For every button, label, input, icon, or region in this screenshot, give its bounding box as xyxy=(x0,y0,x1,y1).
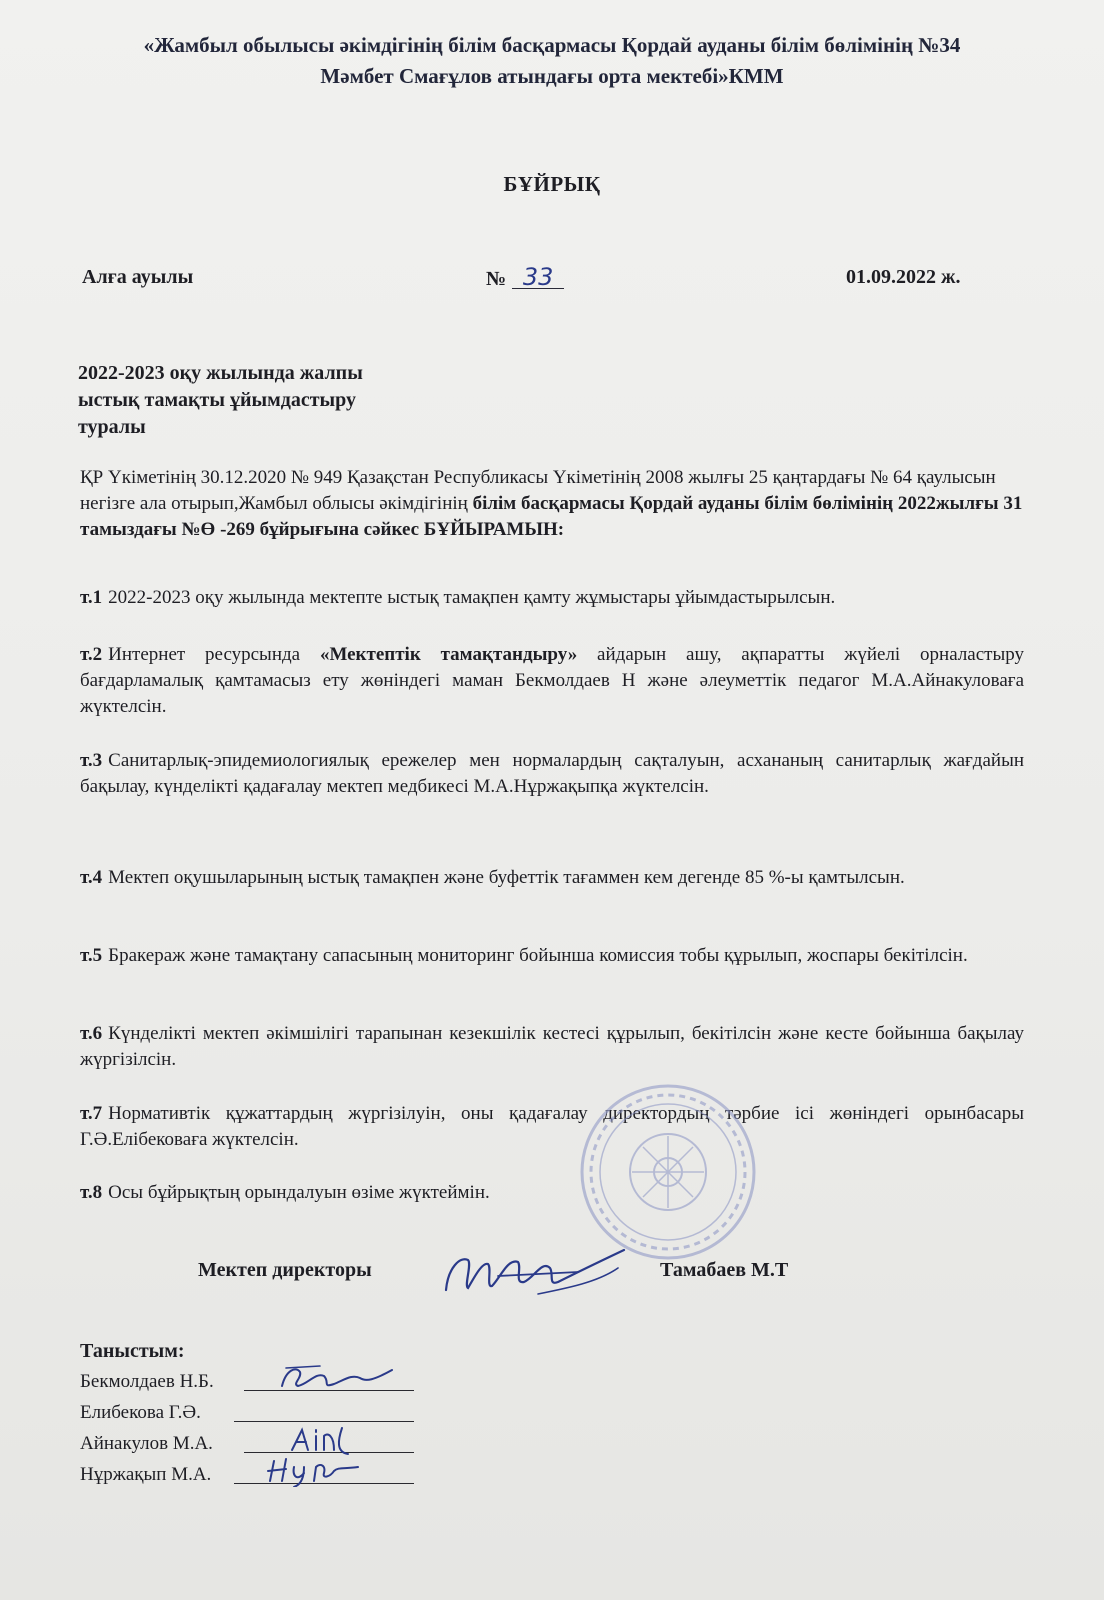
clause-text: Нормативтік құжаттардың жүргізілуін, оны қадағалау директордың тәрбие ісі жөніндегі орынбасары Г.Ә.Елібековаға жүктелсін. xyxy=(80,1103,1024,1150)
signature-line xyxy=(234,1421,414,1422)
clause-label: т.8 xyxy=(80,1182,103,1203)
acknowledgement-row xyxy=(80,1366,480,1397)
acknowledgement-name: Елибекова Г.Ә. xyxy=(80,1402,201,1423)
clause-2 xyxy=(80,642,1024,720)
clause-label: т.7 xyxy=(80,1103,103,1124)
clause-bold-text: «Мектептік тамақтандыру» xyxy=(319,644,578,665)
acknowledgement-list xyxy=(80,1366,480,1490)
order-date: 01.09.2022 ж. xyxy=(846,266,961,288)
clause-1 xyxy=(80,585,1024,611)
header-line-1: «Жамбыл обылысы әкімдігінің білім басқармасы Қордай ауданы білім бөлімінің №34 xyxy=(143,33,961,57)
clause-label: т.1 xyxy=(80,587,103,608)
director-signature xyxy=(438,1238,628,1308)
preamble-bold-text: білім басқармасы Қордай ауданы білім бөлімінің 2022жылғы 31 тамыздағы №Ө -269 бұйрығына сәйкес БҰЙЫРАМЫН: xyxy=(80,493,1023,540)
clause-3 xyxy=(80,748,1024,800)
clause-text: Күнделікті мектеп әкімшілігі тарапынан кезекшілік кестесі құрылып, бекітілсін және кесте бойынша бақылау жүргізілсін. xyxy=(80,1023,1024,1070)
subject-line-2: ыстық тамақты ұйымдастыру xyxy=(78,389,357,411)
handwritten-signature xyxy=(286,1424,356,1456)
clause-text: Мектеп оқушыларының ыстық тамақпен және буфеттік тағаммен кем дегенде 85 %-ы қамтылсын. xyxy=(108,867,905,888)
clause-6 xyxy=(80,1021,1024,1073)
acknowledgement-name: Нұржақып М.А. xyxy=(80,1464,212,1485)
place-name: Алға ауылы xyxy=(82,266,194,288)
number-label: № xyxy=(486,268,507,290)
clause-7 xyxy=(80,1101,1024,1153)
handwritten-signature xyxy=(276,1360,396,1394)
subject-line-3: туралы xyxy=(78,416,146,438)
clause-text: 2022-2023 оқу жылында мектепте ыстық тамақпен қамту жұмыстары ұйымдастырылсын. xyxy=(108,587,836,608)
handwritten-number: 33 xyxy=(512,266,564,289)
clause-8 xyxy=(80,1180,1024,1206)
clause-label: т.5 xyxy=(80,945,103,966)
clause-label: т.3 xyxy=(80,750,103,771)
director-name: Тамабаев М.Т xyxy=(660,1259,789,1281)
acknowledgement-heading: Таныстым: xyxy=(80,1340,185,1362)
order-number xyxy=(486,263,564,291)
clause-label: т.6 xyxy=(80,1023,103,1044)
acknowledgement-name: Бекмолдаев Н.Б. xyxy=(80,1371,214,1392)
subject-line-1: 2022-2023 оқу жылында жалпы xyxy=(78,362,363,384)
order-subject xyxy=(78,360,438,441)
director-title: Мектеп директоры xyxy=(198,1259,372,1281)
clause-5 xyxy=(80,943,1024,969)
acknowledgement-row xyxy=(80,1459,480,1490)
clause-label: т.4 xyxy=(80,867,103,888)
order-title: БҰЙРЫҚ xyxy=(503,172,601,196)
clause-4 xyxy=(80,865,1024,891)
handwritten-signature xyxy=(264,1455,364,1487)
acknowledgement-name: Айнакулов М.А. xyxy=(80,1433,213,1454)
clause-text: Осы бұйрықтың орындалуын өзіме жүктеймін. xyxy=(108,1182,490,1203)
clause-text: айдарын ашу, ақпаратты жүйелі орналастыру бағдарламалық қамтамасыз ету жөніндегі маман Бекмолдаев Н және әлеуметтік педагог М.А.Айнакуловаға жүктелсін. xyxy=(80,644,1024,717)
preamble-text: ҚР Үкіметінің 30.12.2020 № 949 Қазақстан Республикасы Үкіметінің 2008 жылғы 25 қаңтардағы № 64 қаулысын негізге ала отырып,Жамбыл облысы әкімдігінің xyxy=(80,467,996,514)
clause-text: Бракераж және тамақтану сапасының мониторинг бойынша комиссия тобы құрылып, жоспары бекітілсін. xyxy=(108,945,968,966)
clause-text: Интернет ресурсында xyxy=(108,644,320,665)
clause-label: т.2 xyxy=(80,644,103,665)
header-line-2: Мәмбет Смағұлов атындағы орта мектебі»КММ xyxy=(320,64,784,88)
official-seal xyxy=(578,1082,758,1262)
organization-header xyxy=(60,30,1044,92)
preamble xyxy=(80,465,1024,543)
clause-text: Санитарлық-эпидемиологиялық ережелер мен нормалардың сақталуын, асхананың санитарлық жағдайын бақылау, күнделікті қадағалау мектеп медбикесі М.А.Нұржақыпқа жүктелсін. xyxy=(80,750,1024,797)
acknowledgement-row xyxy=(80,1397,480,1428)
